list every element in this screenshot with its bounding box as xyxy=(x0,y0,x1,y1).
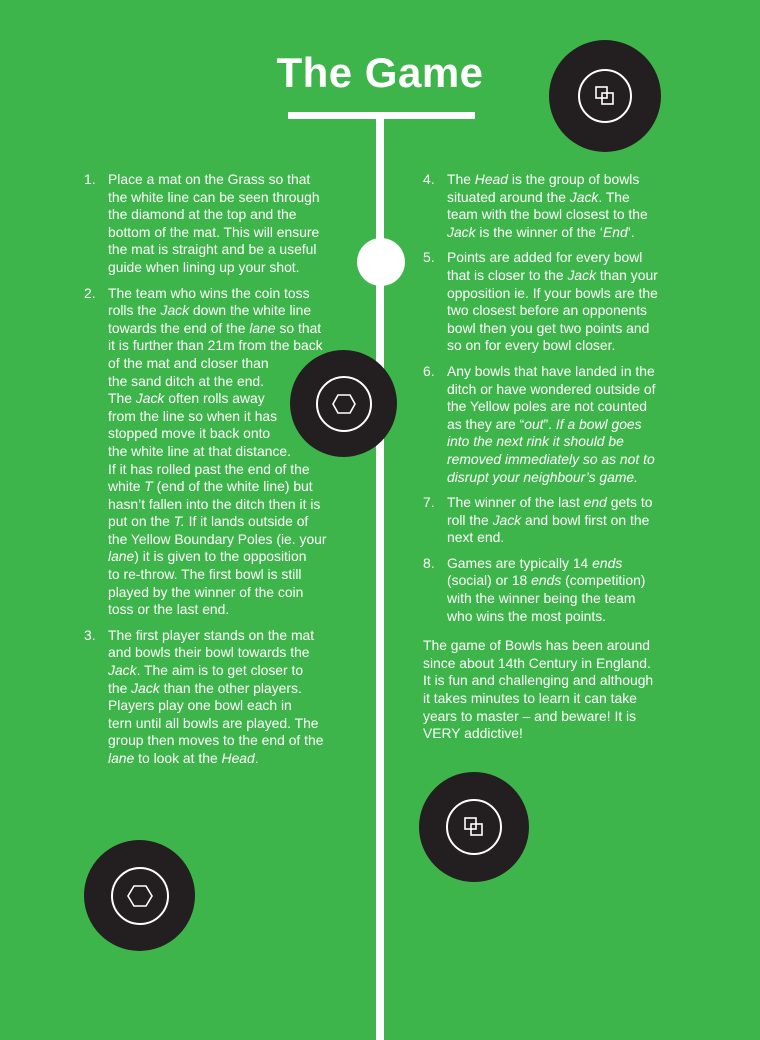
rule-line xyxy=(108,662,364,680)
italic-term: into the next rink it should be xyxy=(447,433,624,450)
rule-text xyxy=(447,171,753,241)
rule-number: 5. xyxy=(423,249,435,266)
rule-line xyxy=(447,398,753,416)
text-run: is the group of bowls xyxy=(508,171,640,187)
text-run: ’. xyxy=(627,223,635,240)
closing-paragraph xyxy=(423,637,753,743)
italic-term: lane xyxy=(249,319,276,336)
text-run: and bowls their bowl towards the xyxy=(108,644,310,661)
rule-line xyxy=(108,302,364,320)
rule-item xyxy=(84,171,364,277)
rule-item xyxy=(423,363,753,486)
text-run: roll the xyxy=(447,511,493,528)
text-run: ditch or have wondered outside of xyxy=(447,380,656,397)
text-run: with the winner being the team xyxy=(447,590,636,607)
text-run: the Yellow poles are not counted xyxy=(447,398,648,415)
rule-line xyxy=(108,584,364,602)
rule-line xyxy=(447,189,753,207)
text-run: is the winner of the ‘ xyxy=(475,223,603,240)
text-run: next end. xyxy=(447,529,505,546)
rule-line xyxy=(108,373,364,391)
text-run: the white line can be seen through xyxy=(108,188,320,205)
text-run: the Yellow Boundary Poles (ie. your xyxy=(108,530,327,547)
italic-term: lane xyxy=(108,750,135,766)
rule-item xyxy=(84,627,364,768)
rule-line xyxy=(108,478,364,496)
text-run: than the other players. xyxy=(159,679,302,696)
rule-line xyxy=(108,627,364,645)
rule-text xyxy=(447,363,753,486)
italic-term: ends xyxy=(531,572,562,589)
text-run: rolls the xyxy=(108,302,161,319)
text-run: Games are typically 14 xyxy=(447,554,593,571)
italic-term: Jack xyxy=(569,188,599,205)
rule-line xyxy=(108,189,364,207)
rule-item xyxy=(423,249,753,355)
rule-line xyxy=(108,206,364,224)
rule-line xyxy=(447,249,753,267)
text-run: . The xyxy=(598,188,630,205)
rule-line xyxy=(108,732,364,750)
text-run: so on for every bowl closer. xyxy=(447,337,616,354)
rule-line xyxy=(447,206,753,224)
text-run: towards the end of the xyxy=(108,319,250,336)
italic-term: Head xyxy=(221,750,255,766)
text-run: . xyxy=(254,750,259,766)
text-run: stopped move it back onto xyxy=(108,425,271,442)
text-run: ”. xyxy=(543,415,556,432)
rule-text xyxy=(108,285,364,619)
text-run: The xyxy=(108,390,136,407)
rules-list-left xyxy=(84,171,364,768)
rule-line xyxy=(108,320,364,338)
rule-line xyxy=(108,461,364,479)
text-run: the diamond at the top and the xyxy=(108,206,297,223)
text-run: it is further than 21m from the back xyxy=(108,337,323,354)
text-run: who wins the most points. xyxy=(447,607,607,624)
rule-text xyxy=(108,171,364,277)
italic-term: disrupt your neighbour’s game. xyxy=(447,468,638,485)
rule-line xyxy=(447,608,753,626)
page-title: The Game xyxy=(276,49,484,96)
text-run: to re-throw. The first bowl is still xyxy=(108,566,302,583)
italic-term: End xyxy=(602,223,628,240)
rule-line xyxy=(108,715,364,733)
italic-term: T xyxy=(144,478,153,495)
text-run: hasn’t fallen into the ditch then it is xyxy=(108,495,321,512)
rules-column-left xyxy=(84,171,364,776)
italic-term: T. xyxy=(173,513,185,530)
text-run: put on the xyxy=(108,513,174,530)
rule-number: 1. xyxy=(84,171,96,187)
rule-line xyxy=(447,512,753,530)
rule-text xyxy=(108,627,364,768)
text-run: . The aim is to get closer to xyxy=(136,662,304,679)
rule-line xyxy=(108,337,364,355)
italic-term: removed immediately so as not to xyxy=(447,450,655,467)
rule-item xyxy=(423,494,753,547)
text-run: The team who wins the coin toss xyxy=(108,284,310,301)
text-run: Players play one bowl each in xyxy=(108,697,292,714)
rule-line xyxy=(447,224,753,242)
text-run: bowl then you get two points and xyxy=(447,319,650,336)
text-run: gets to xyxy=(606,494,653,511)
rule-line xyxy=(108,750,364,768)
rule-line xyxy=(447,469,753,487)
text-run: the xyxy=(108,679,132,696)
hexagon-icon xyxy=(127,884,153,908)
italic-term: Jack xyxy=(447,223,476,240)
rule-line xyxy=(447,337,753,355)
bowl-top-right xyxy=(549,40,661,152)
text-run: The winner of the last xyxy=(447,494,584,511)
text-run: (end of the white line) but xyxy=(152,478,313,495)
italic-term: out xyxy=(524,415,544,432)
text-run: down the white line xyxy=(189,302,312,319)
rule-line xyxy=(108,285,364,303)
rule-line xyxy=(108,224,364,242)
rule-line xyxy=(447,381,753,399)
italic-term: Jack xyxy=(492,511,522,528)
rule-number: 7. xyxy=(423,494,435,511)
rule-line xyxy=(447,451,753,469)
bowl-bottom-left xyxy=(84,840,195,951)
rule-text xyxy=(447,249,753,355)
rule-line xyxy=(108,425,364,443)
overlapping-squares-icon xyxy=(594,85,616,107)
rule-item xyxy=(84,285,364,619)
rule-number: 3. xyxy=(84,626,96,643)
text-run: toss or the last end. xyxy=(108,601,230,618)
closing-line: The game of Bowls has been around xyxy=(423,637,651,654)
rule-line xyxy=(447,363,753,381)
text-run: (social) or 18 xyxy=(447,572,532,589)
text-run: ) it is given to the opposition xyxy=(134,548,307,565)
rules-column-right xyxy=(423,171,753,743)
rule-line xyxy=(108,496,364,514)
italic-term: Jack xyxy=(108,662,137,679)
text-run: so that xyxy=(275,319,322,336)
italic-term: lane xyxy=(108,548,135,565)
rule-line xyxy=(447,285,753,303)
rule-line xyxy=(447,320,753,338)
text-run: tern until all bowls are played. The xyxy=(108,714,319,731)
text-run: from the line so when it has xyxy=(108,407,278,424)
rule-line xyxy=(108,408,364,426)
rule-line xyxy=(447,302,753,320)
rule-line xyxy=(108,241,364,259)
closing-line: It is fun and challenging and although xyxy=(423,672,654,689)
rule-line xyxy=(108,566,364,584)
rule-line xyxy=(447,555,753,573)
italic-term: If a bowl goes xyxy=(555,415,642,432)
text-run: guide when lining up your shot. xyxy=(108,258,300,275)
italic-term: Jack xyxy=(567,266,597,283)
text-run: to look at the xyxy=(134,750,222,766)
text-run: as they are “ xyxy=(447,415,525,432)
text-run: opposition ie. If your bowls are the xyxy=(447,284,658,301)
text-run: that is closer to the xyxy=(447,266,568,283)
closing-line: years to master – and beware! It is xyxy=(423,707,637,724)
rule-line xyxy=(447,267,753,285)
rule-line xyxy=(108,697,364,715)
text-run: If it has rolled past the end of the xyxy=(108,460,310,477)
overlapping-squares-icon xyxy=(463,816,485,838)
italic-term: Jack xyxy=(135,390,165,407)
rule-line xyxy=(108,355,364,373)
text-run: than your xyxy=(596,266,658,283)
text-run: (competition) xyxy=(561,572,646,589)
rule-line xyxy=(108,390,364,408)
text-run: the mat is straight and be a useful xyxy=(108,241,317,258)
text-run: The first player stands on the mat xyxy=(108,626,315,643)
rules-list-right xyxy=(423,171,753,625)
text-run: played by the winner of the coin xyxy=(108,583,304,600)
rule-line xyxy=(108,548,364,566)
rule-line xyxy=(108,531,364,549)
rule-number: 8. xyxy=(423,554,435,571)
text-run: Any bowls that have landed in the xyxy=(447,362,655,379)
rule-line xyxy=(108,680,364,698)
rule-number: 2. xyxy=(84,284,96,301)
italic-term: Jack xyxy=(160,302,190,319)
text-run: of the mat and closer than xyxy=(108,354,269,371)
rule-line xyxy=(447,572,753,590)
closing-line: it takes minutes to learn it can take xyxy=(423,690,637,707)
closing-line: since about 14th Century in England. xyxy=(423,654,651,671)
rule-line xyxy=(447,590,753,608)
rule-line xyxy=(447,171,753,189)
italic-term: end xyxy=(583,494,607,511)
text-run: the white line at that distance. xyxy=(108,442,292,459)
rule-line xyxy=(447,416,753,434)
rule-item xyxy=(423,555,753,625)
text-run: Points are added for every bowl xyxy=(447,249,643,266)
text-run: If it lands outside of xyxy=(184,513,309,530)
rule-number: 6. xyxy=(423,362,435,379)
text-run: situated around the xyxy=(447,188,570,205)
rule-line xyxy=(447,494,753,512)
text-run: and bowl first on the xyxy=(521,511,650,528)
text-run: white xyxy=(108,478,145,495)
rule-line xyxy=(108,513,364,531)
rule-line xyxy=(108,644,364,662)
rule-number: 4. xyxy=(423,171,435,187)
rule-line xyxy=(447,433,753,451)
rule-text xyxy=(447,494,753,547)
text-run: Place a mat on the Grass so that xyxy=(108,171,311,187)
rule-line xyxy=(108,259,364,277)
rule-item xyxy=(423,171,753,241)
italic-term: ends xyxy=(592,554,623,571)
jack-ball xyxy=(357,238,405,286)
italic-term: Head xyxy=(474,171,509,187)
rule-line xyxy=(108,601,364,619)
text-run: team with the bowl closest to the xyxy=(447,206,648,223)
closing-line: VERY addictive! xyxy=(423,725,523,742)
rule-line xyxy=(447,529,753,547)
text-run: often rolls away xyxy=(164,390,265,407)
italic-term: Jack xyxy=(131,679,160,696)
text-run: bottom of the mat. This will ensure xyxy=(108,223,320,240)
rule-text xyxy=(447,555,753,625)
text-run: group then moves to the end of the xyxy=(108,732,324,749)
text-run: the sand ditch at the end. xyxy=(108,372,264,389)
rule-line xyxy=(108,443,364,461)
text-run: two closest before an opponents xyxy=(447,302,648,319)
bowl-lower-right xyxy=(419,772,529,882)
text-run: The xyxy=(447,171,475,187)
rule-line xyxy=(108,171,364,189)
